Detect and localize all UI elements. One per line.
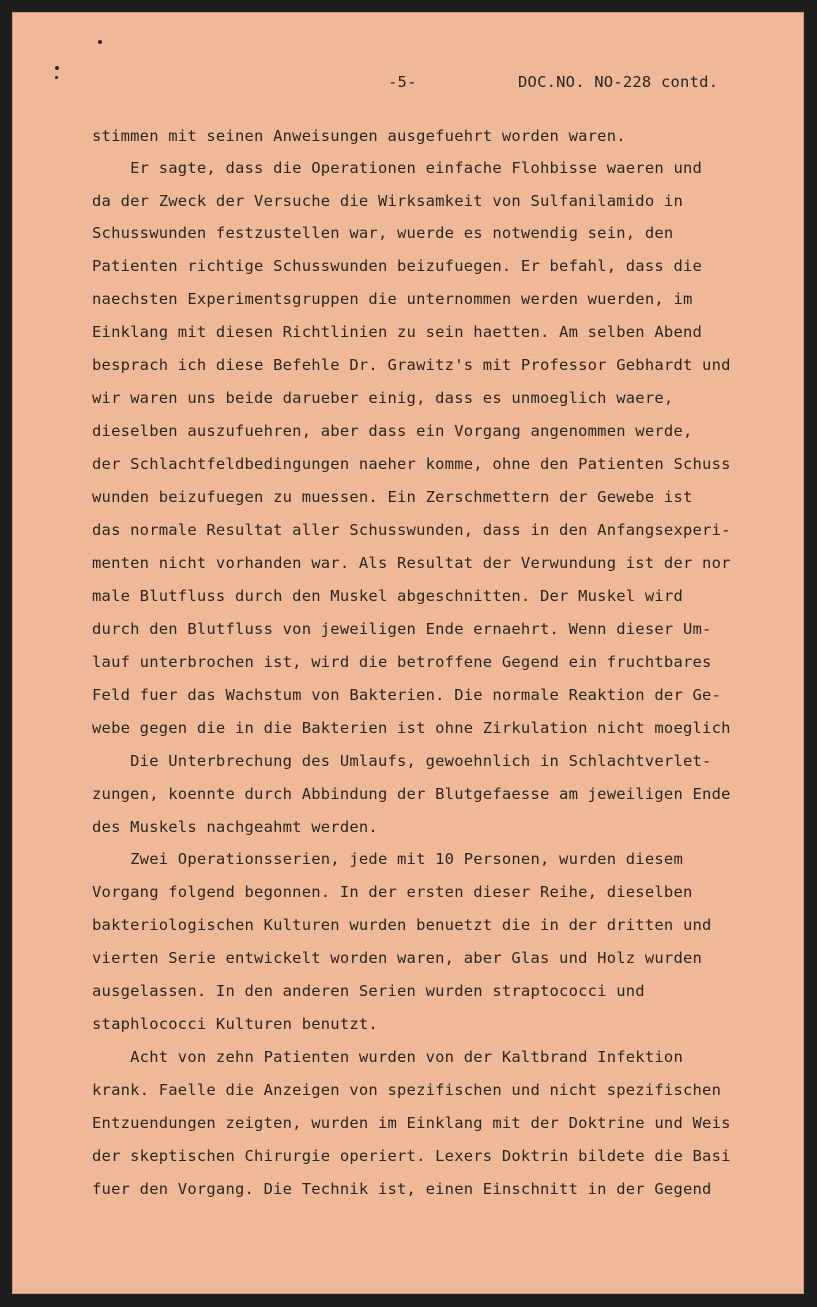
text-line: ausgelassen. In den anderen Serien wurden straptococci und bbox=[92, 982, 645, 1000]
text-line: da der Zweck der Versuche die Wirksamkeit von Sulfanilamido in bbox=[92, 192, 683, 210]
text-line: Einklang mit diesen Richtlinien zu sein haetten. Am selben Abend bbox=[92, 323, 703, 341]
text-line: staphlococci Kulturen benutzt. bbox=[92, 1015, 378, 1033]
text-line: besprach ich diese Befehle Dr. Grawitz's mit Professor Gebhardt und bbox=[92, 356, 731, 374]
text-line: dieselben auszufuehren, aber dass ein Vorgang angenommen werde, bbox=[92, 422, 693, 440]
text-line: der Schlachtfeldbedingungen naeher komme, ohne den Patienten Schuss bbox=[92, 455, 731, 473]
text-line: Patienten richtige Schusswunden beizufuegen. Er befahl, dass die bbox=[92, 257, 703, 275]
text-line: das normale Resultat aller Schusswunden, dass in den Anfangsexperi- bbox=[92, 521, 731, 539]
text-line: bakteriologischen Kulturen wurden benuetzt die in der dritten und bbox=[92, 916, 712, 934]
page-number: -5- bbox=[388, 73, 417, 91]
text-line: der skeptischen Chirurgie operiert. Lexers Doktrin bildete die Basi bbox=[92, 1147, 731, 1165]
text-line: durch den Blutfluss von jeweiligen Ende ernaehrt. Wenn dieser Um- bbox=[92, 620, 712, 638]
text-line: des Muskels nachgeahmt werden. bbox=[92, 818, 378, 836]
text-line: wunden beizufuegen zu muessen. Ein Zerschmettern der Gewebe ist bbox=[92, 488, 693, 506]
text-line: Acht von zehn Patienten wurden von der Kaltbrand Infektion bbox=[92, 1048, 683, 1066]
text-line: lauf unterbrochen ist, wird die betroffene Gegend ein fruchtbares bbox=[92, 653, 712, 671]
text-line: vierten Serie entwickelt worden waren, aber Glas und Holz wurden bbox=[92, 949, 703, 967]
text-line: stimmen mit seinen Anweisungen ausgefuehrt worden waren. bbox=[92, 127, 626, 145]
text-line: Feld fuer das Wachstum von Bakterien. Die normale Reaktion der Ge- bbox=[92, 686, 722, 704]
text-line: fuer den Vorgang. Die Technik ist, einen Einschnitt in der Gegend bbox=[92, 1180, 712, 1198]
text-line: webe gegen die in die Bakterien ist ohne Zirkulation nicht moeglich bbox=[92, 719, 731, 737]
text-line: male Blutfluss durch den Muskel abgeschnitten. Der Muskel wird bbox=[92, 587, 683, 605]
text-line: zungen, koennte durch Abbindung der Blutgefaesse am jeweiligen Ende bbox=[92, 785, 731, 803]
document-reference: DOC.NO. NO-228 contd. bbox=[518, 73, 719, 91]
text-line: naechsten Experimentsgruppen die unternommen werden wuerden, im bbox=[92, 290, 693, 308]
text-line: Entzuendungen zeigten, wurden im Einklang mit der Doktrine und Weis bbox=[92, 1114, 731, 1132]
text-line: Er sagte, dass die Operationen einfache Flohbisse waeren und bbox=[92, 159, 703, 177]
text-line: Vorgang folgend begonnen. In der ersten dieser Reihe, dieselben bbox=[92, 883, 693, 901]
text-line: krank. Faelle die Anzeigen von spezifischen und nicht spezifischen bbox=[92, 1081, 722, 1099]
text-line: Zwei Operationsserien, jede mit 10 Personen, wurden diesem bbox=[92, 850, 683, 868]
text-line: menten nicht vorhanden war. Als Resultat der Verwundung ist der nor bbox=[92, 554, 731, 572]
text-line: Die Unterbrechung des Umlaufs, gewoehnlich in Schlachtverlet- bbox=[92, 752, 712, 770]
text-line: Schusswunden festzustellen war, wuerde es notwendig sein, den bbox=[92, 224, 674, 242]
text-line: wir waren uns beide darueber einig, dass es unmoeglich waere, bbox=[92, 389, 674, 407]
